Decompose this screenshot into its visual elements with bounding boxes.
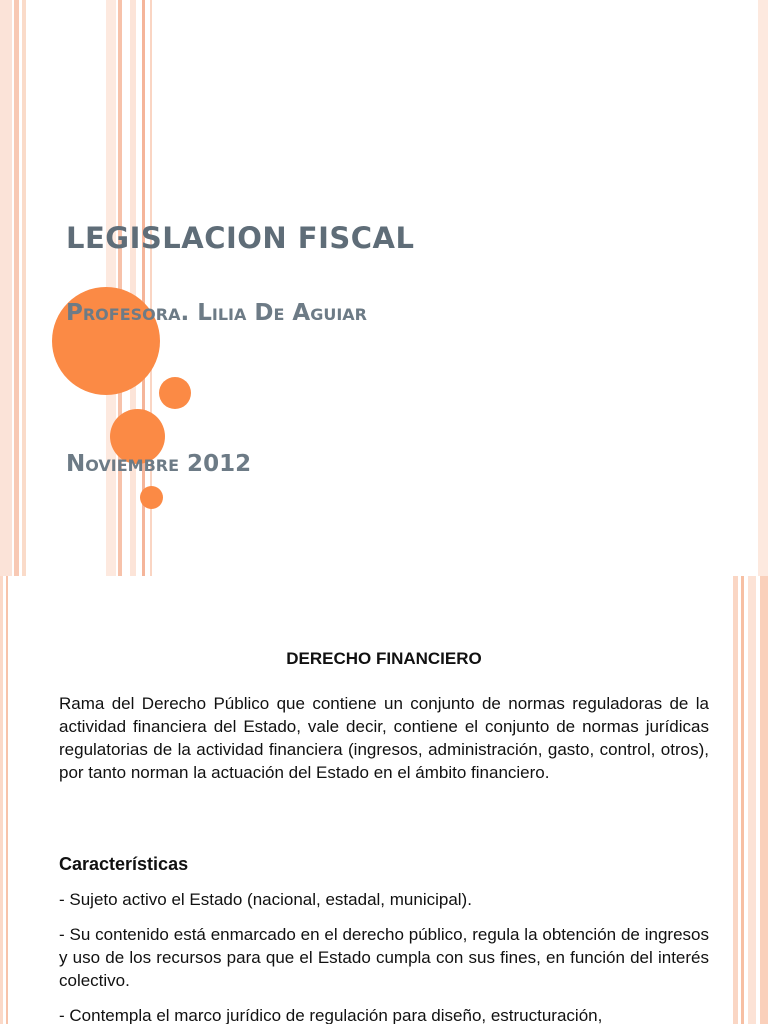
decorative-stripe <box>733 576 738 1024</box>
definition-paragraph: Rama del Derecho Público que contiene un conjunto de normas reguladoras de la actividad financiera del Estado, vale decir, contiene el conjunto de normas jurídicas regulatorias de la actividad financiera (ingresos, administración, gasto, control, otros), por tanto norman la actuación del Estado en el ámbito financiero. <box>59 694 709 782</box>
decorative-circle <box>159 377 191 409</box>
decorative-stripe <box>741 576 744 1024</box>
decorative-circle <box>140 486 163 509</box>
decorative-stripe <box>760 576 768 1024</box>
characteristics-heading: Características <box>59 854 189 874</box>
decorative-stripe <box>14 0 19 576</box>
presenter-name: Profesora. Lilia De Aguiar <box>66 300 367 326</box>
list-item: - Su contenido está enmarcado en el derecho público, regula la obtención de ingresos y uso de los recursos para que el Estado cumpla con sus fines, en función del interés colectivo. <box>59 925 709 990</box>
decorative-stripe <box>758 0 768 576</box>
slide-title: LEGISLACION FISCAL <box>66 221 415 255</box>
decorative-stripe <box>6 576 8 1024</box>
decorative-stripe <box>130 0 136 576</box>
list-item: - Sujeto activo el Estado (nacional, estadal, municipal). <box>59 890 472 909</box>
decorative-stripe <box>748 576 756 1024</box>
presentation-date: Noviembre 2012 <box>66 451 252 477</box>
document-page <box>0 576 768 1024</box>
list-item: - Contempla el marco jurídico de regulación para diseño, estructuración, <box>59 1006 603 1024</box>
decorative-stripe <box>0 0 12 576</box>
decorative-stripe <box>0 576 3 1024</box>
section-heading: DERECHO FINANCIERO <box>286 649 482 668</box>
decorative-stripe <box>22 0 26 576</box>
